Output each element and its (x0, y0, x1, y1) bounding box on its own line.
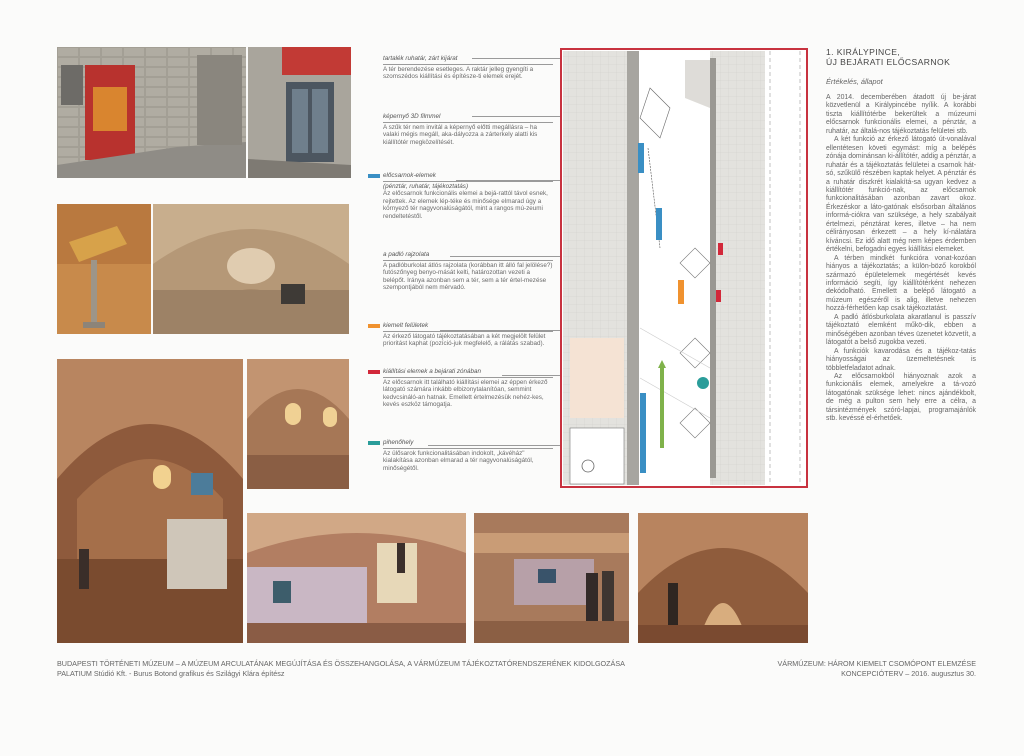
note-floor-pattern (383, 251, 553, 292)
footer-document-title: VÁRMÚZEUM: HÁROM KIEMELT CSOMÓPONT ELEMZÉSE (777, 659, 976, 668)
floor-plan (560, 48, 808, 488)
paragraph: A funkciók kavarodása és a tájékoz-tatás hiányosságai az üzemeltetésnek is többletfeladatot adnak. (826, 347, 976, 372)
section-heading (826, 47, 976, 67)
assessment-column (826, 47, 976, 424)
note-body: A szűk tér nem invitál a képernyő előtti megállásra – ha valaki mégis megáll, aka-dályozza a zárterkely alatti kis kiállítótér megközelítését. (383, 123, 538, 146)
photo-wall-niche (247, 359, 349, 489)
paragraph: A 2014. decemberében átadott új be-járat közvetlenül a Királypincébe nyílik. A korábbi tiszta kiállítótérbe bekerültek a múzeumi előcsarnok funkcionális elemei, a pénztár, a ruhatár, az általá-nos tájékoztatás felületei stb. (826, 94, 976, 135)
footer-document-date: KONCEPCIÓTERV – 2016. augusztus 30. (841, 669, 976, 678)
photo-cellar-arch (57, 359, 243, 643)
note-body: Az ülősarok funkcionalitásában indokolt, „kávéház" kialakítása azonban elmarad a tér nagyvonalúságától, minőségétől. (383, 449, 534, 472)
photo-entrance-exterior (57, 47, 246, 178)
note-highlighted-surfaces (383, 322, 553, 348)
section-subheading: Értékelés, állapot (826, 77, 883, 86)
photo-exhibition-screen (247, 513, 466, 643)
note-body: A padlóburkolat átlós rajzolata (korábban itt álló fal jelölése?) futószőnyeg benyo-mását kelti, határozottan vezeti a belépőt. Iránya azonban sem a tér, sem a tér értel-mezése szempontjából nem mérvadó. (383, 261, 553, 292)
photo-vaulted-hall (153, 204, 349, 334)
note-3d-screen (383, 113, 553, 146)
footer-authors: PALATIUM Stúdió Kft. - Burus Botond grafikus és Szilágyi Klára építész (57, 669, 285, 678)
footer-project-title: BUDAPESTI TÖRTÉNETI MÚZEUM – A MÚZEUM ARCULATÁNAK MEGÚJÍTÁSA ÉS ÖSSZEHANGOLÁSA, A VÁRMÚZEUM TÁJÉKOZTATÓRENDSZERÉNEK KIDOLGOZÁSA (57, 659, 625, 668)
note-title: előcsarnok-elemek (383, 172, 553, 182)
note-title: kiemelt felületek (383, 322, 553, 332)
paragraph: Az előcsarnokból hiányoznak azok a funkcionális elemek, amelyekre a tá-vozó látogatónak szüksége lehet: nincs ajándékbolt, de még a pulton sem hely erre a célra, a társintézmények szóró-lapjai, programajánlók stb. kevéssé el-érhetőek. (826, 372, 976, 423)
photo-info-stand (57, 204, 151, 334)
note-body: Az érkező látogató tájékoztatásában a két megjelölt felület prioritást kaphat (pozíció-juk megfelelő, a rálátás szabad). (383, 332, 546, 348)
note-body: A tér berendezése esetleges. A raktár jelleg gyengíti a szomszédos kiállítási és építésze-ti elemek erejét. (383, 65, 534, 81)
note-body: Az előcsarnok funkcionális elemei a bejá-rattól távol esnek, rejtettek. Az elemek lép-téke és minősége elmarad úgy a környező tér nagyvonalúságától, mint a rangos mú-zeumi rendeltetéstől. (383, 190, 548, 220)
footer-document-info (778, 659, 976, 679)
paragraph: A padló átlósburkolata akaratlanul is passzív tájékoztató elemként műkö-dik, ebben a minőségében azonban téves üzenetet közvetít, a látogatót a belső zugokba vezeti. (826, 313, 976, 347)
section-heading-line1: 1. KIRÁLYPINCE, (826, 47, 901, 57)
color-swatch-teal (368, 441, 380, 445)
paragraph: A térben mindkét funkcióra vonat-kozóan hiányos a tájékoztatás; a külön-böző korokból származó épületelemek megértését kevés információ segíti, így kiállítótérként nehezen dekódolható. Emellett a belépő látogató a múzeum egészéről is alig, illetve nehezen hozzá-férhetően kap csak tájékoztatást. (826, 254, 976, 313)
note-title: tartalék ruhatár, zárt kijárat (383, 55, 553, 65)
photo-entrance-door (248, 47, 351, 178)
photo-visitors-corridor (474, 513, 629, 643)
color-swatch-red (368, 370, 380, 374)
note-title: a padló rajzolata (383, 251, 553, 261)
footer-project-info (57, 659, 625, 679)
section-heading-line2: ÚJ BEJÁRATI ELŐCSARNOK (826, 57, 951, 67)
note-exhibition-elements (383, 368, 553, 409)
color-swatch-orange (368, 324, 380, 328)
color-swatch-blue (368, 174, 380, 178)
note-title: kiállítási elemek a bejárati zónában (383, 368, 553, 378)
note-subtitle: (pénztár, ruhatár, tájékoztatás) (383, 182, 469, 190)
note-body: Az előcsarnok itt található kiállítási elemei az éppen érkező látogató számára inkább elbizonytalanítóan, semmint kedvcsináló-an hatnak. Emellett értelmezésük nehéz-kes, kevés eszköz támogatja. (383, 378, 548, 409)
note-lobby-elements (383, 172, 553, 221)
photo-cellar-vault (638, 513, 808, 643)
note-reserve-cloakroom (383, 55, 553, 81)
paragraph: A két funkció az érkező látogató út-vonalával ellentétesen követi egymást: míg a belépés zónája dominánsan ki-állítótér, addig a pénztár, a ruhatár és a tájékoztatás felületei a csarnok hát-só, szűkülő részében kaptak helyet. A pénztár és a ruhatár diszkrét kialakítá-sa ugyan kedvez a kiállítótér funkció-nak, az előcsarnok funkcionalitásában azonban zavart okoz. Érkezéskor a láto-gatónak elsősorban általános informá-ciókra van szüksége, a hely szabályait értelmezi, pénztárat keres, illetve – ha nem célirányosan érkezett – a hely kí-nálatára kíváncsi. Ez idő alatt még nem képes érdemben értékelni, befogadni egyes kiállítási elemeket. (826, 136, 976, 254)
note-title: pihenőhely (383, 439, 553, 449)
note-title: képernyő 3D filmmel (383, 113, 553, 123)
note-rest-area (383, 439, 553, 472)
